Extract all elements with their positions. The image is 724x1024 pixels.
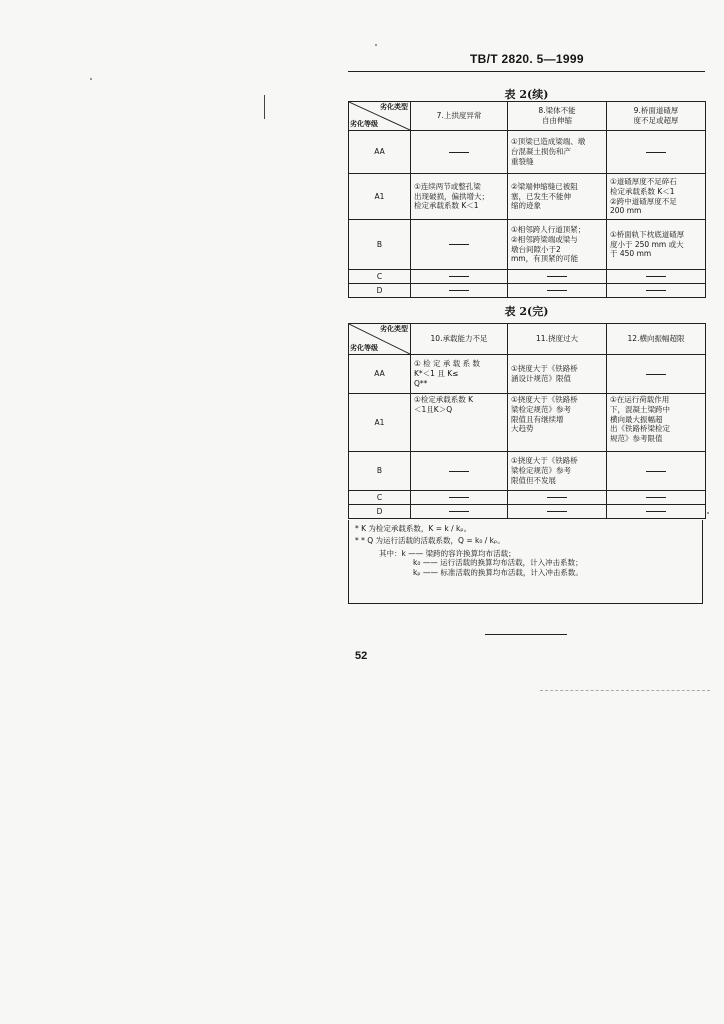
table1-row-d <box>349 284 706 298</box>
table-cell: ①挠度大于《铁路桥 梁检定规范》参考 限值且有继续增 大趋势 <box>508 394 607 452</box>
table-cell: ①顶梁已造成梁端、墩 台混凝土损伤和产 重裂缝 <box>508 131 607 174</box>
margin-mark <box>264 95 265 119</box>
table-cell <box>411 491 508 505</box>
table-cell <box>411 505 508 519</box>
table-cell <box>411 131 508 174</box>
note-where-k: 其中：k —— 梁跨的容许换算均布活载； <box>379 548 516 558</box>
table-cell <box>607 131 706 174</box>
grade-label: B <box>349 452 411 491</box>
grade-label: C <box>349 270 411 284</box>
grade-label: D <box>349 284 411 298</box>
dash-mark <box>449 244 469 245</box>
dash-mark <box>449 276 469 277</box>
note-where-kp: kₚ —— 标准活载的换算均布活载，计入冲击系数。 <box>413 567 583 577</box>
dash-mark <box>646 290 666 291</box>
end-rule <box>485 634 567 635</box>
table1-row-a1 <box>349 174 706 220</box>
table-cell <box>607 491 706 505</box>
grade-label: C <box>349 491 411 505</box>
table-cell <box>508 505 607 519</box>
table2-corner-cell <box>349 324 411 355</box>
header-rule <box>348 71 705 72</box>
grade-label: B <box>349 220 411 270</box>
table-cell: ①检定承载系数 K ＜1且K＞Q <box>411 394 508 452</box>
table2-row-b <box>349 452 706 491</box>
note-k-definition: * K 为检定承载系数，K = k / kₚ。 <box>355 524 472 533</box>
table2-col-header: 12.横向振幅超限 <box>607 324 706 355</box>
grade-label: AA <box>349 131 411 174</box>
dash-mark <box>646 374 666 375</box>
table-cell: ①桥面轨下枕底道碴厚 度小于 250 mm 或大 于 450 mm <box>607 220 706 270</box>
table-cell: ①挠度大于《铁路桥 涵设计规范》限值 <box>508 355 607 394</box>
table2-col-header: 11.挠度过大 <box>508 324 607 355</box>
table2 <box>348 323 706 519</box>
table-cell <box>508 270 607 284</box>
dash-mark <box>547 290 567 291</box>
table2-row-aa <box>349 355 706 394</box>
table-cell <box>411 284 508 298</box>
scan-artifact-line <box>540 690 710 691</box>
table2-row-a1 <box>349 394 706 452</box>
corner-bottom-label: 劣化等级 <box>350 119 378 128</box>
table1-col-header: 8.梁体不能 自由伸缩 <box>508 102 607 131</box>
dash-mark <box>449 290 469 291</box>
table1-header-row <box>349 102 706 131</box>
table-cell: ①连续两节或整孔梁 出现破损，偏拱增大； 检定承载系数 K＜1 <box>411 174 508 220</box>
table2-col-header: 10.承载能力不足 <box>411 324 508 355</box>
dash-mark <box>449 497 469 498</box>
dash-mark <box>646 276 666 277</box>
table-cell <box>411 220 508 270</box>
corner-bottom-label: 劣化等级 <box>350 343 378 352</box>
table2-row-c <box>349 491 706 505</box>
table-cell: ①在运行荷载作用 下，混凝土梁跨中 横向最大振幅超 出《铁路桥梁检定 规范》参考限值 <box>607 394 706 452</box>
corner-top-label: 劣化类型 <box>380 103 408 111</box>
dash-mark <box>449 511 469 512</box>
table2-title: 表 2(完) <box>504 305 549 318</box>
dash-mark <box>646 152 666 153</box>
table-notes <box>348 520 703 604</box>
table-cell <box>607 284 706 298</box>
dash-mark <box>646 511 666 512</box>
table-cell <box>508 491 607 505</box>
scan-speck <box>375 44 377 46</box>
grade-label: AA <box>349 355 411 394</box>
note-q-definition: * * Q 为运行活载的活载系数，Q = k₀ / kₚ。 <box>355 536 505 546</box>
table1-col-header: 9.桥面道碴厚 度不足或超厚 <box>607 102 706 131</box>
dash-mark <box>449 471 469 472</box>
table2-header-row <box>349 324 706 355</box>
note-where-k0: k₀ —— 运行活载的换算均布活载，计入冲击系数； <box>413 558 583 568</box>
table-cell <box>411 452 508 491</box>
dash-mark <box>646 471 666 472</box>
table-cell <box>508 284 607 298</box>
dash-mark <box>547 276 567 277</box>
table1-row-b <box>349 220 706 270</box>
grade-label: D <box>349 505 411 519</box>
dash-mark <box>646 497 666 498</box>
dash-mark <box>547 497 567 498</box>
table-cell <box>607 452 706 491</box>
grade-label: A1 <box>349 394 411 452</box>
scan-speck <box>707 512 709 514</box>
table1 <box>348 101 706 298</box>
corner-top-label: 劣化类型 <box>380 325 408 333</box>
table1-col-header: 7.上拱度异常 <box>411 102 508 131</box>
table-cell: ①挠度大于《铁路桥 梁检定规范》参考 限值但不发展 <box>508 452 607 491</box>
table1-row-c <box>349 270 706 284</box>
dash-mark <box>547 511 567 512</box>
table2-row-d <box>349 505 706 519</box>
table-cell: ①相邻跨人行道顶紧； ②相邻跨梁端或梁与 墩台间隙小于2 mm，有顶紧的可能 <box>508 220 607 270</box>
table1-row-aa <box>349 131 706 174</box>
table1-corner-cell <box>349 102 411 131</box>
table-cell <box>411 270 508 284</box>
dash-mark <box>449 152 469 153</box>
scan-speck <box>90 78 92 80</box>
grade-label: A1 <box>349 174 411 220</box>
table-cell <box>607 505 706 519</box>
table-cell <box>607 270 706 284</box>
standard-code: TB/T 2820. 5—1999 <box>470 52 584 66</box>
table-cell: ①道碴厚度不足碎石 检定承载系数 K＜1 ②跨中道碴厚度不足 200 mm <box>607 174 706 220</box>
table-cell: ②梁端伸缩缝已被阻 塞，已发生不能伸 缩的迹象 <box>508 174 607 220</box>
table-cell: ① 检 定 承 载 系 数 K*＜1 且 K≤ Q** <box>411 355 508 394</box>
table-cell <box>607 355 706 394</box>
page-number: 52 <box>355 650 368 662</box>
table1-title: 表 2(续) <box>504 88 549 101</box>
